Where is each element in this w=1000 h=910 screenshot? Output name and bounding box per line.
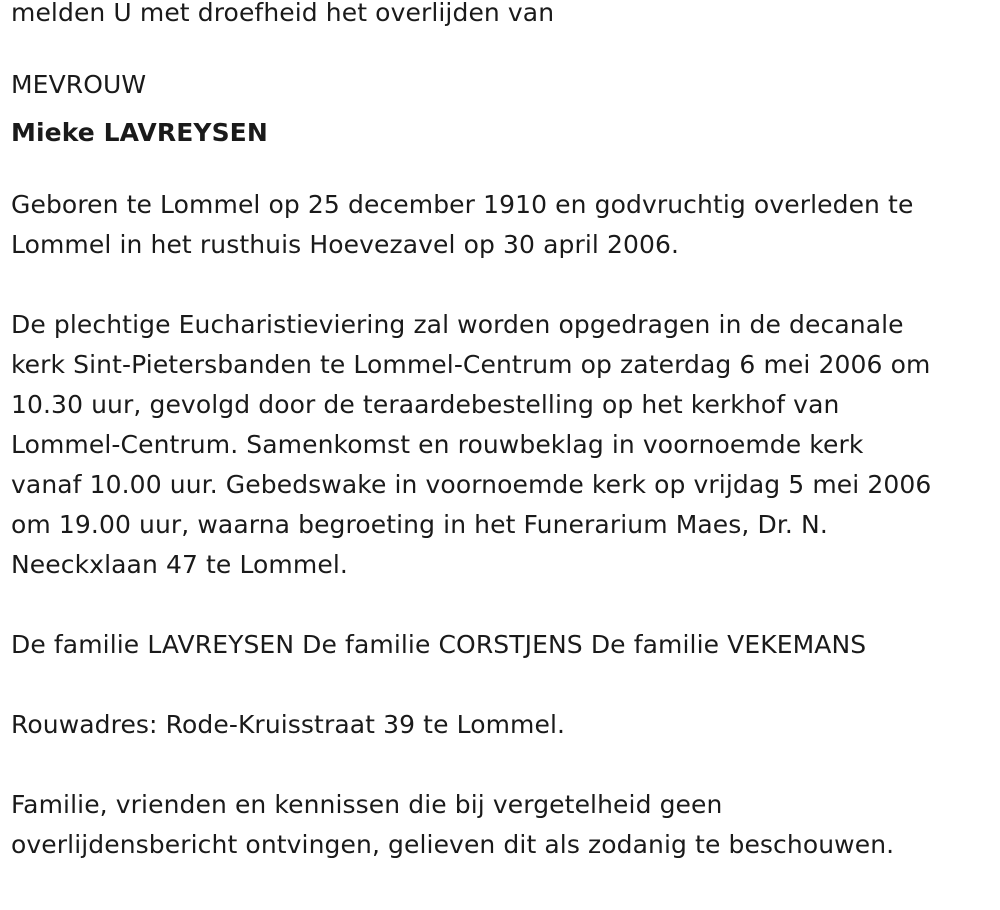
birth-death-line: Lommel in het rusthuis Hoevezavel op 30 april 2006. — [11, 230, 680, 259]
deceased-name: Mieke LAVREYSEN — [11, 118, 268, 147]
ceremony-line: De plechtige Eucharistieviering zal worden opgedragen in de decanale — [11, 310, 904, 339]
ceremony-line: Lommel-Centrum. Samenkomst en rouwbeklag in voornoemde kerk — [11, 430, 864, 459]
intro-text: melden U met droefheid het overlijden van — [11, 0, 555, 27]
ceremony-paragraph — [11, 305, 996, 585]
families-line: De familie LAVREYSEN De familie CORSTJENS De familie VEKEMANS — [11, 630, 867, 659]
ceremony-line: Neeckxlaan 47 te Lommel. — [11, 550, 348, 579]
birth-death-line: Geboren te Lommel op 25 december 1910 en godvruchtig overleden te — [11, 190, 914, 219]
birth-death-paragraph — [11, 185, 996, 265]
ceremony-line: 10.30 uur, gevolgd door de teraardebestelling op het kerkhof van — [11, 390, 840, 419]
notice-line: overlijdensbericht ontvingen, gelieven dit als zodanig te beschouwen. — [11, 830, 895, 859]
ceremony-line: kerk Sint-Pietersbanden te Lommel-Centrum op zaterdag 6 mei 2006 om — [11, 350, 931, 379]
address-line: Rouwadres: Rode-Kruisstraat 39 te Lommel. — [11, 710, 566, 739]
obituary-notice — [11, 0, 996, 872]
ceremony-line: om 19.00 uur, waarna begroeting in het Funerarium Maes, Dr. N. — [11, 510, 828, 539]
notice-paragraph — [11, 785, 996, 865]
ceremony-line: vanaf 10.00 uur. Gebedswake in voornoemde kerk op vrijdag 5 mei 2006 — [11, 470, 932, 499]
notice-line: Familie, vrienden en kennissen die bij vergetelheid geen — [11, 790, 723, 819]
deceased-title: MEVROUW — [11, 70, 147, 99]
